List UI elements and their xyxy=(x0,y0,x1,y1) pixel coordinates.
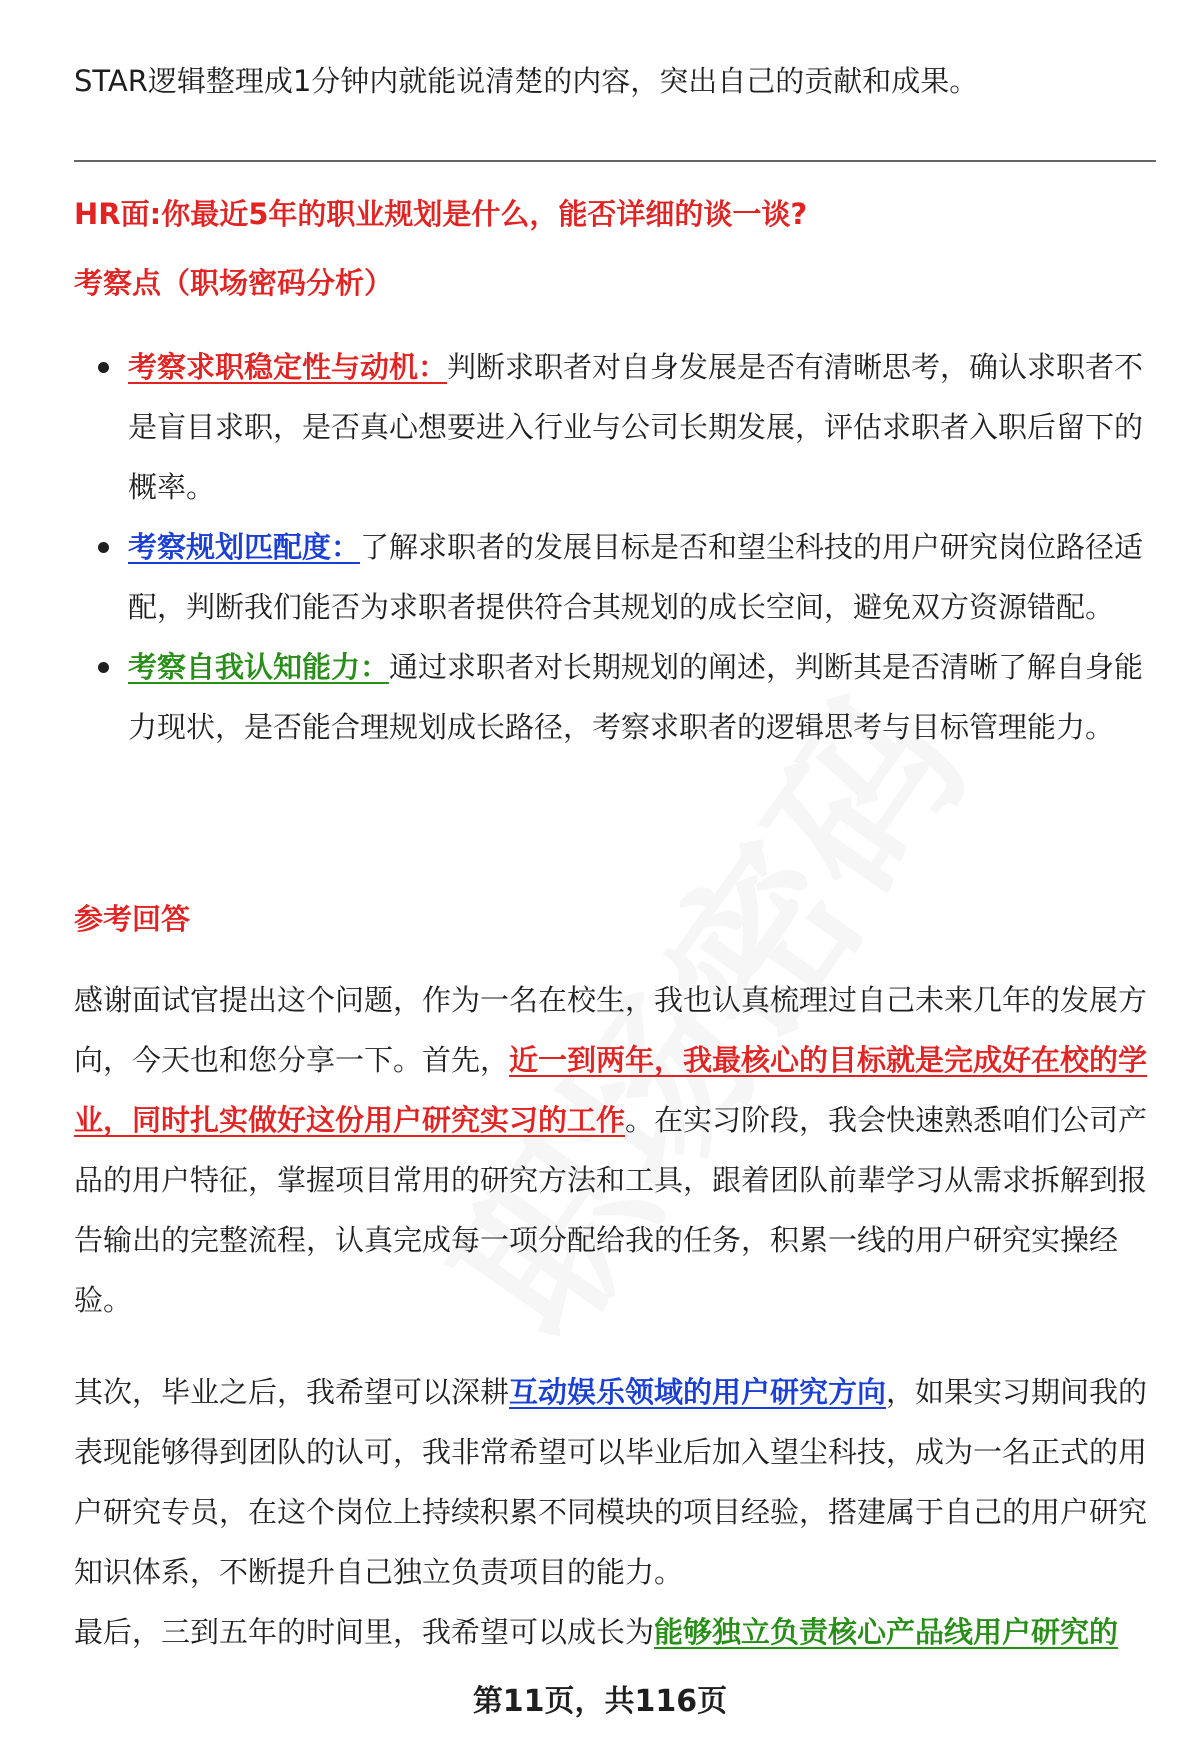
point-text: 判断求职者对自身发展是否有清晰思考，确认求职者不是盲目求职，是否真心想要进入行业与公司长期发展，评估求职者入职后留下的概率。 xyxy=(128,350,1144,504)
bullet-icon xyxy=(98,542,109,553)
bullet-icon xyxy=(98,662,109,673)
point-text: 通过求职者对长期规划的阐述，判断其是否清晰了解自身能力现状，是否能合理规划成长路径，考察求职者的逻辑思考与目标管理能力。 xyxy=(128,650,1144,744)
points-list xyxy=(74,337,1160,757)
point-lead: 考察求职稳定性与动机： xyxy=(128,350,448,384)
divider xyxy=(74,160,1156,162)
answer-paragraph-1 xyxy=(74,970,1160,1330)
question-heading: HR面:你最近5年的职业规划是什么，能否详细的谈一谈? xyxy=(74,197,808,231)
list-item xyxy=(74,517,1160,637)
highlight-text: 互动娱乐领域的用户研究方向 xyxy=(509,1375,887,1409)
list-item xyxy=(74,337,1160,517)
answer-paragraph-3 xyxy=(74,1602,1160,1662)
highlight-text: 近一到两年，我最核心的目标就是完成好在校的学业，同时扎实做好这份用户研究实习的工作 xyxy=(74,1043,1148,1137)
intro-text: STAR逻辑整理成1分钟内就能说清楚的内容，突出自己的贡献和成果。 xyxy=(74,64,979,98)
point-text: 了解求职者的发展目标是否和望尘科技的用户研究岗位路径适配，判断我们能否为求职者提供符合其规划的成长空间，避免双方资源错配。 xyxy=(128,530,1144,624)
bullet-icon xyxy=(98,362,109,373)
points-heading: 考察点（职场密码分析） xyxy=(74,266,394,300)
answer-heading: 参考回答 xyxy=(74,902,191,936)
paragraph-text: 感谢面试官提出这个问题，作为一名在校生，我也认真梳理过自己未来几年的发展方向，今天也和您分享一下。首先， xyxy=(74,983,1148,1077)
point-lead: 考察规划匹配度： xyxy=(128,530,361,564)
paragraph-text: ，如果实习期间我的表现能够得到团队的认可，我非常希望可以毕业后加入望尘科技，成为一名正式的用户研究专员，在这个岗位上持续积累不同模块的项目经验，搭建属于自己的用户研究知识体系，不断提升自己独立负责项目的能力。 xyxy=(74,1375,1148,1589)
point-lead: 考察自我认知能力： xyxy=(128,650,390,684)
highlight-text: 能够独立负责核心产品线用户研究的 xyxy=(654,1615,1119,1649)
paragraph-text: 。在实习阶段，我会快速熟悉咱们公司产品的用户特征，掌握项目常用的研究方法和工具，跟着团队前辈学习从需求拆解到报告输出的完整流程，认真完成每一项分配给我的任务，积累一线的用户研究实操经验。 xyxy=(74,1103,1148,1317)
page-number: 第11页，共116页 xyxy=(472,1684,728,1719)
paragraph-text: 最后，三到五年的时间里，我希望可以成长为 xyxy=(74,1615,655,1649)
answer-paragraph-2 xyxy=(74,1362,1160,1602)
paragraph-text: 其次，毕业之后，我希望可以深耕 xyxy=(74,1375,510,1409)
list-item xyxy=(74,637,1160,757)
